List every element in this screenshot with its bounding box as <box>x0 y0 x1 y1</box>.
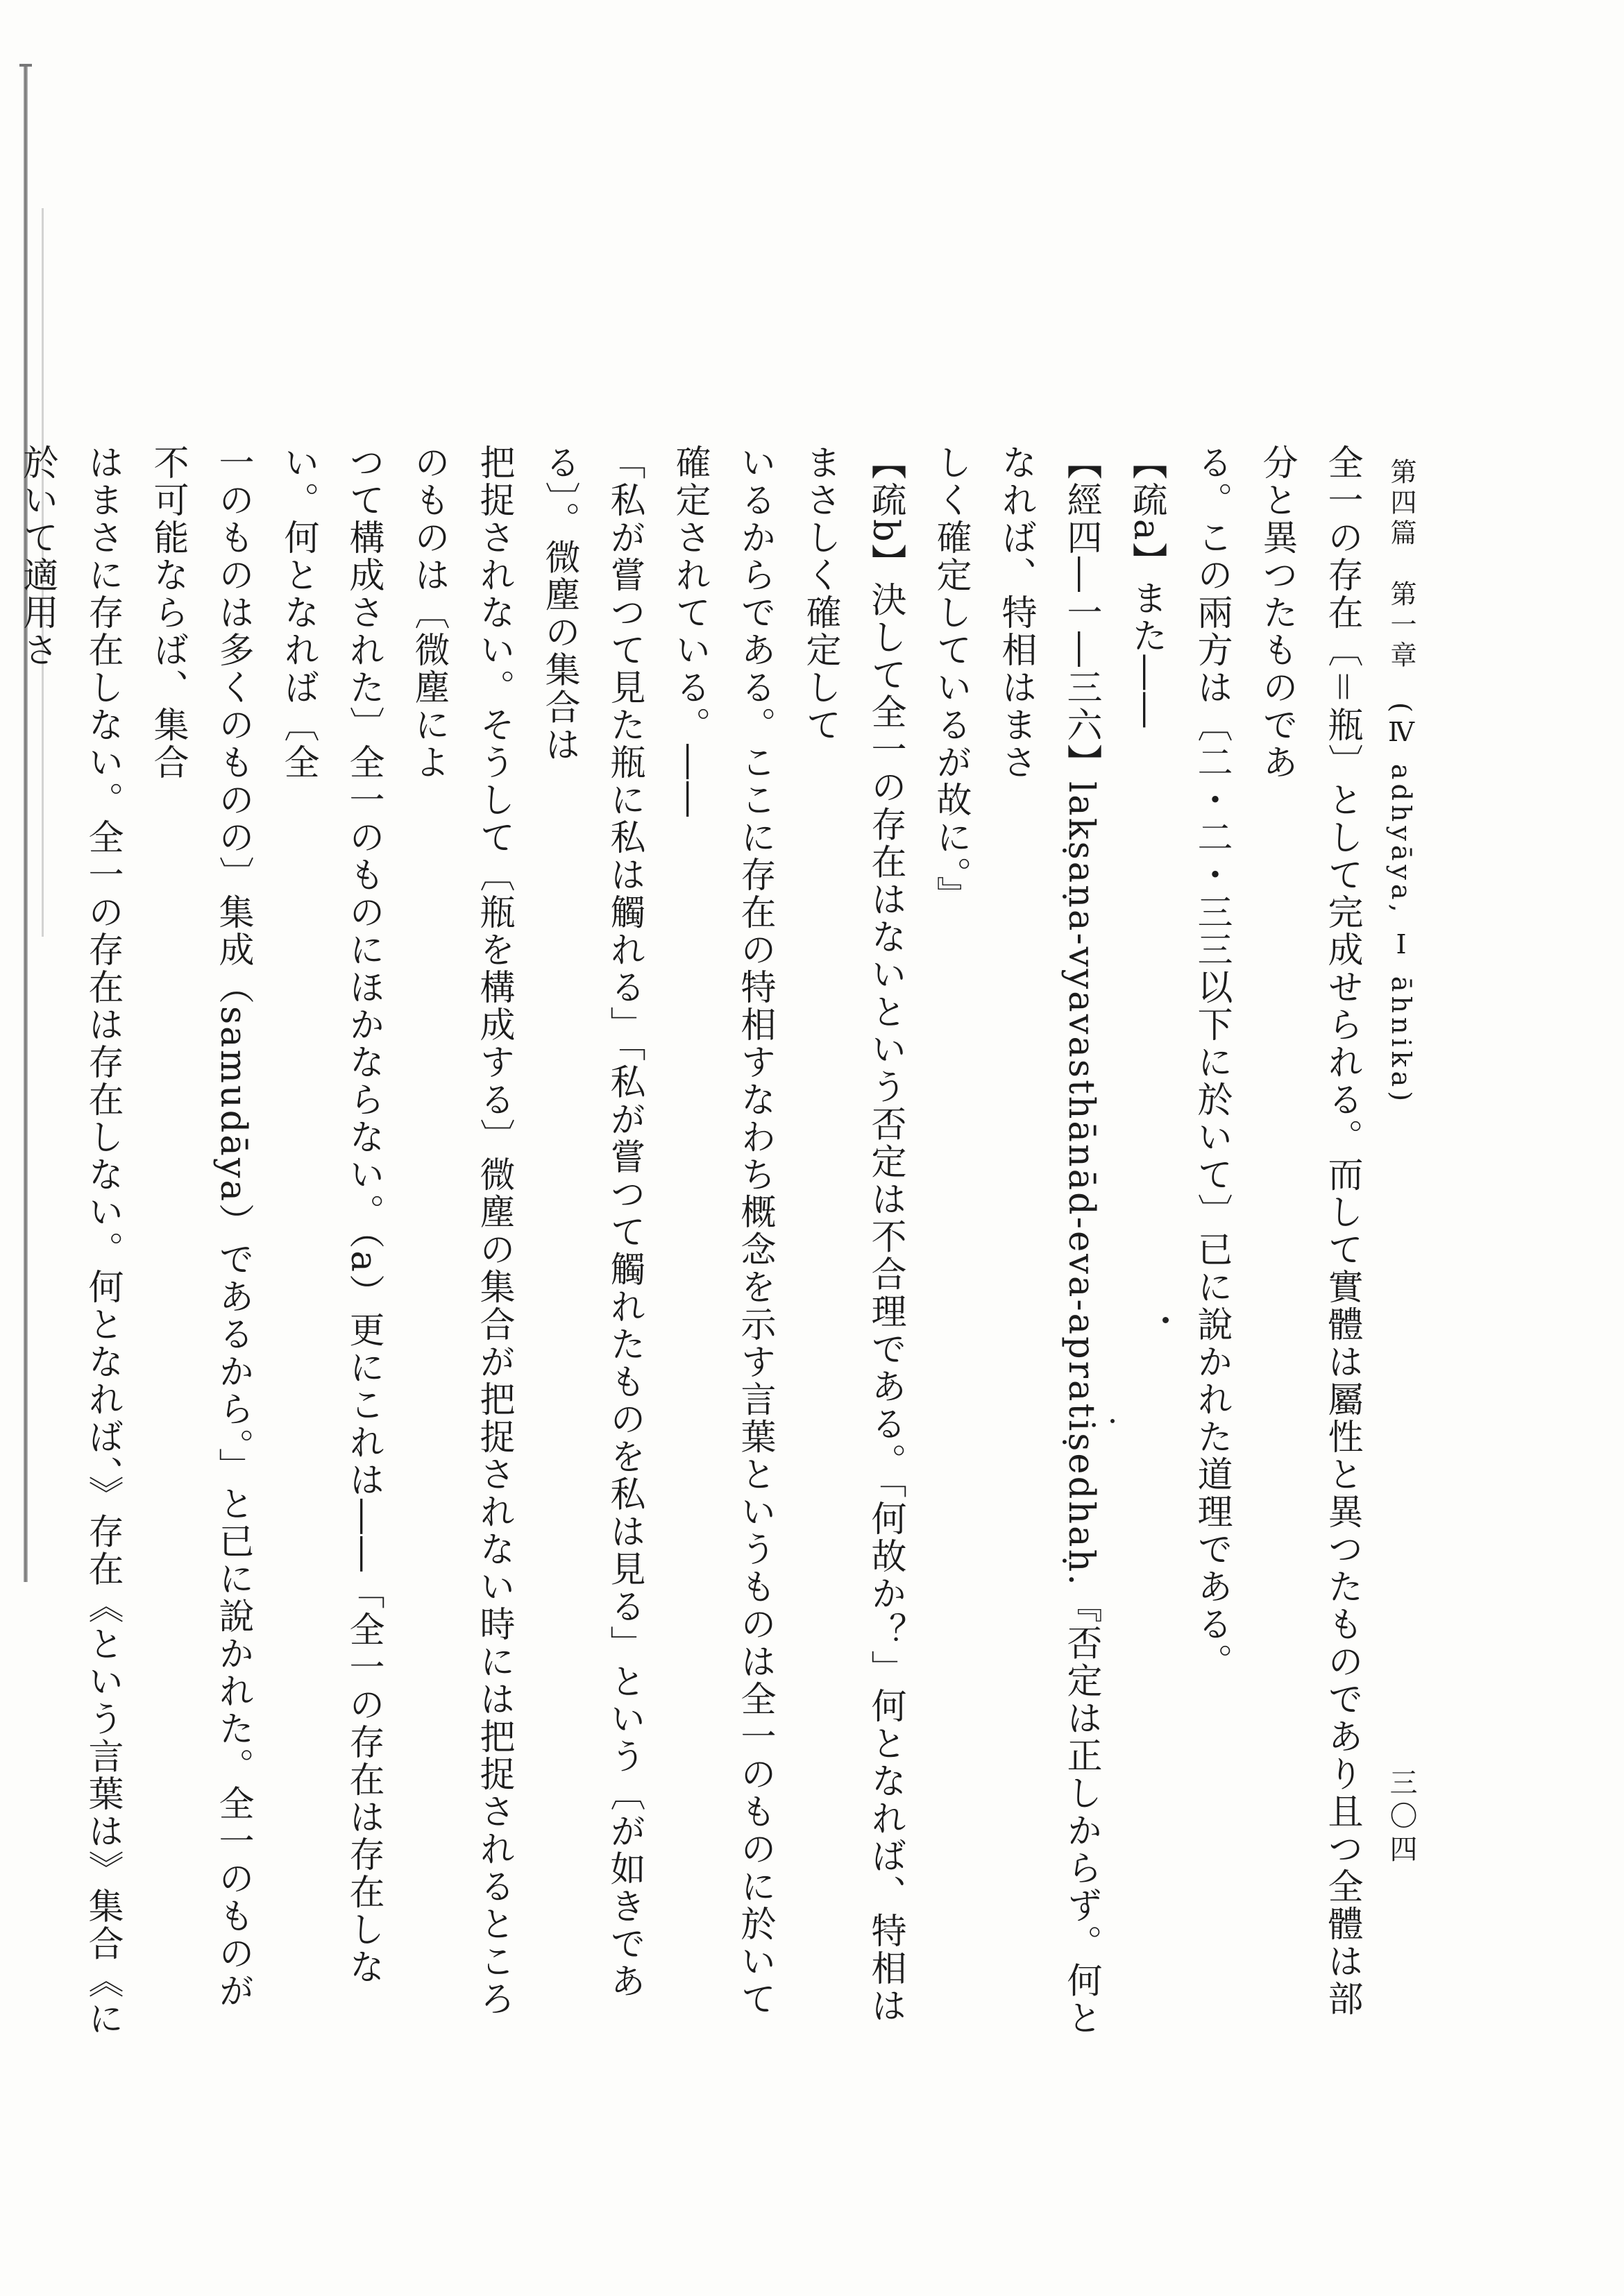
text-line: しく確定しているが故に。』 <box>930 444 971 914</box>
main-text <box>17 444 1374 2040</box>
text-line: はまさに存在しない。全一の存在は存在しない。何となれば、》存在《という言葉は》集合《に於いて適用さ <box>17 444 123 2038</box>
page-number: 三〇四 <box>1385 1768 1417 1868</box>
text-line: 【經四―一―三六】lakṣaṇa-vyavasthānād-eva-apratiṣedhaḥ.『否定は正しからず。何となれば、特相はまさ <box>995 444 1101 2037</box>
binding-edge-tick <box>19 64 32 67</box>
text-line: つて構成された〕全一のものにほかならない。（a）更にこれは――「全一の存在は存在しない。何となれば〔全 <box>278 444 384 1986</box>
text-line: 全一の存在〔＝瓶〕として完成せられる。而して實體は屬性と異つたものであり且つ全體は部分と異つたものであ <box>1256 444 1362 2018</box>
text-line: 把捉されない。そうして〔瓶を構成する〕微塵の集合が把捉されない時には把捉されるところのものは〔微塵によ <box>408 444 514 2018</box>
text-line: る。この兩方は〔二・二・三三以下に於いて〕已に說かれた道理である。 <box>1191 444 1232 1681</box>
text-line: 【疏b】決して全一の存在はないという否定は不合理である。「何故か？」何となれば、特相はまさしく確定して <box>800 444 906 2025</box>
scan-speck <box>1162 1317 1169 1323</box>
text-line: いるからである。ここに存在の特相すなわち概念を示す言葉というものは全一のものに於いて確定されている。―― <box>669 444 775 2018</box>
running-head: 第四篇 第一章 (Ⅳ adhyāya, Ⅰ āhnika) <box>1386 458 1416 1106</box>
text-line <box>0 444 4 2040</box>
text-line: 「私が嘗つて見た瓶に私は觸れる」「私が嘗つて觸れたものを私は見る」という〔が如きである〕。微塵の集合は <box>539 444 645 2000</box>
text-line: 一のものは多くのものの〕集成（samudāya）であるから。」と已に說かれた。全一のものが不可能ならば、集合 <box>147 444 253 2010</box>
scan-speck <box>1110 1419 1115 1423</box>
text-line: 【疏a】また―― <box>1126 444 1167 730</box>
